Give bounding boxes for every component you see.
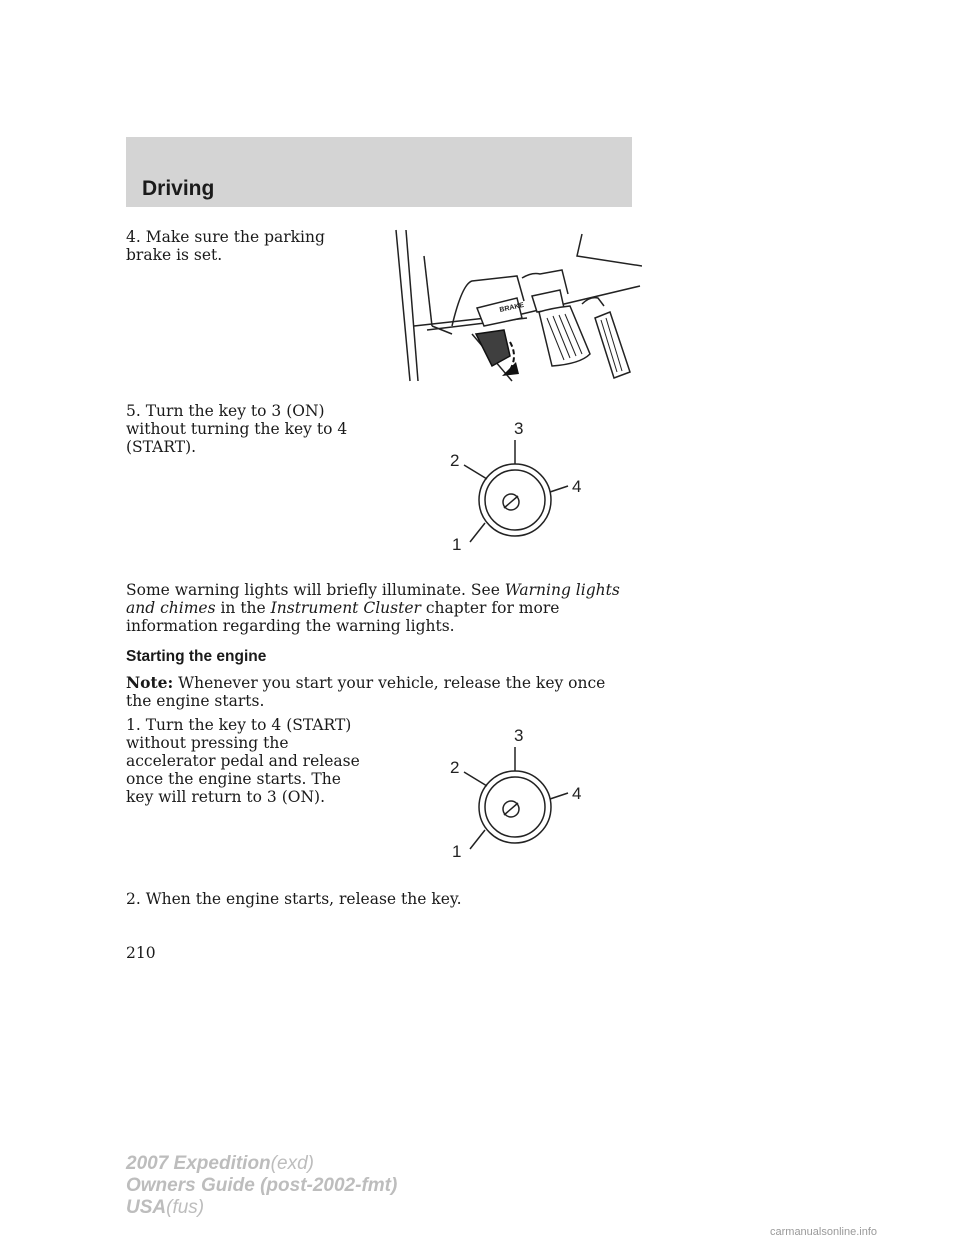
position-4-label: 4 <box>572 784 582 803</box>
ignition-diagram-start <box>430 717 600 877</box>
start-step-2-text: 2. When the engine starts, release the key. <box>126 890 462 908</box>
position-1-label: 1 <box>452 535 462 554</box>
starting-engine-heading: Starting the engine <box>126 648 267 665</box>
step-5-text: 5. Turn the key to 3 (ON) without turning the key to 4 (START). <box>126 402 348 456</box>
watermark: carmanualsonline.info <box>770 1226 878 1238</box>
position-3-label: 3 <box>514 726 524 745</box>
position-3-label: 3 <box>514 419 524 438</box>
step-4-text: 4. Make sure the parking brake is set. <box>126 228 325 264</box>
ignition-diagram-on <box>430 410 600 570</box>
position-4-label: 4 <box>572 477 582 496</box>
note-paragraph: Note: Whenever you start your vehicle, release the key once the engine starts. <box>126 673 606 710</box>
section-header <box>126 137 632 207</box>
section-title: Driving <box>142 177 215 200</box>
position-1-label: 1 <box>452 842 462 861</box>
instrument-cluster-reference: Instrument Cluster <box>270 599 421 617</box>
warning-lights-paragraph: Some warning lights will briefly illuminate. See Warning lights and chimes in the Instrument Cluster chapter for more information regarding the warning lights. <box>126 581 620 635</box>
start-step-1-text: 1. Turn the key to 4 (START) without pressing the accelerator pedal and release once the engine starts. The key will return to 3 (ON). <box>126 716 360 806</box>
brake-pedal-label: BRAKE <box>498 301 525 314</box>
parking-brake-illustration <box>392 226 642 386</box>
document-footer: 2007 Expedition(exd) Owners Guide (post-2002-fmt) USA(fus) <box>126 1153 398 1218</box>
warning-lights-reference: Warning lights and chimes <box>126 581 620 617</box>
position-2-label: 2 <box>450 758 460 777</box>
position-2-label: 2 <box>450 451 460 470</box>
page-number: 210 <box>126 944 156 962</box>
